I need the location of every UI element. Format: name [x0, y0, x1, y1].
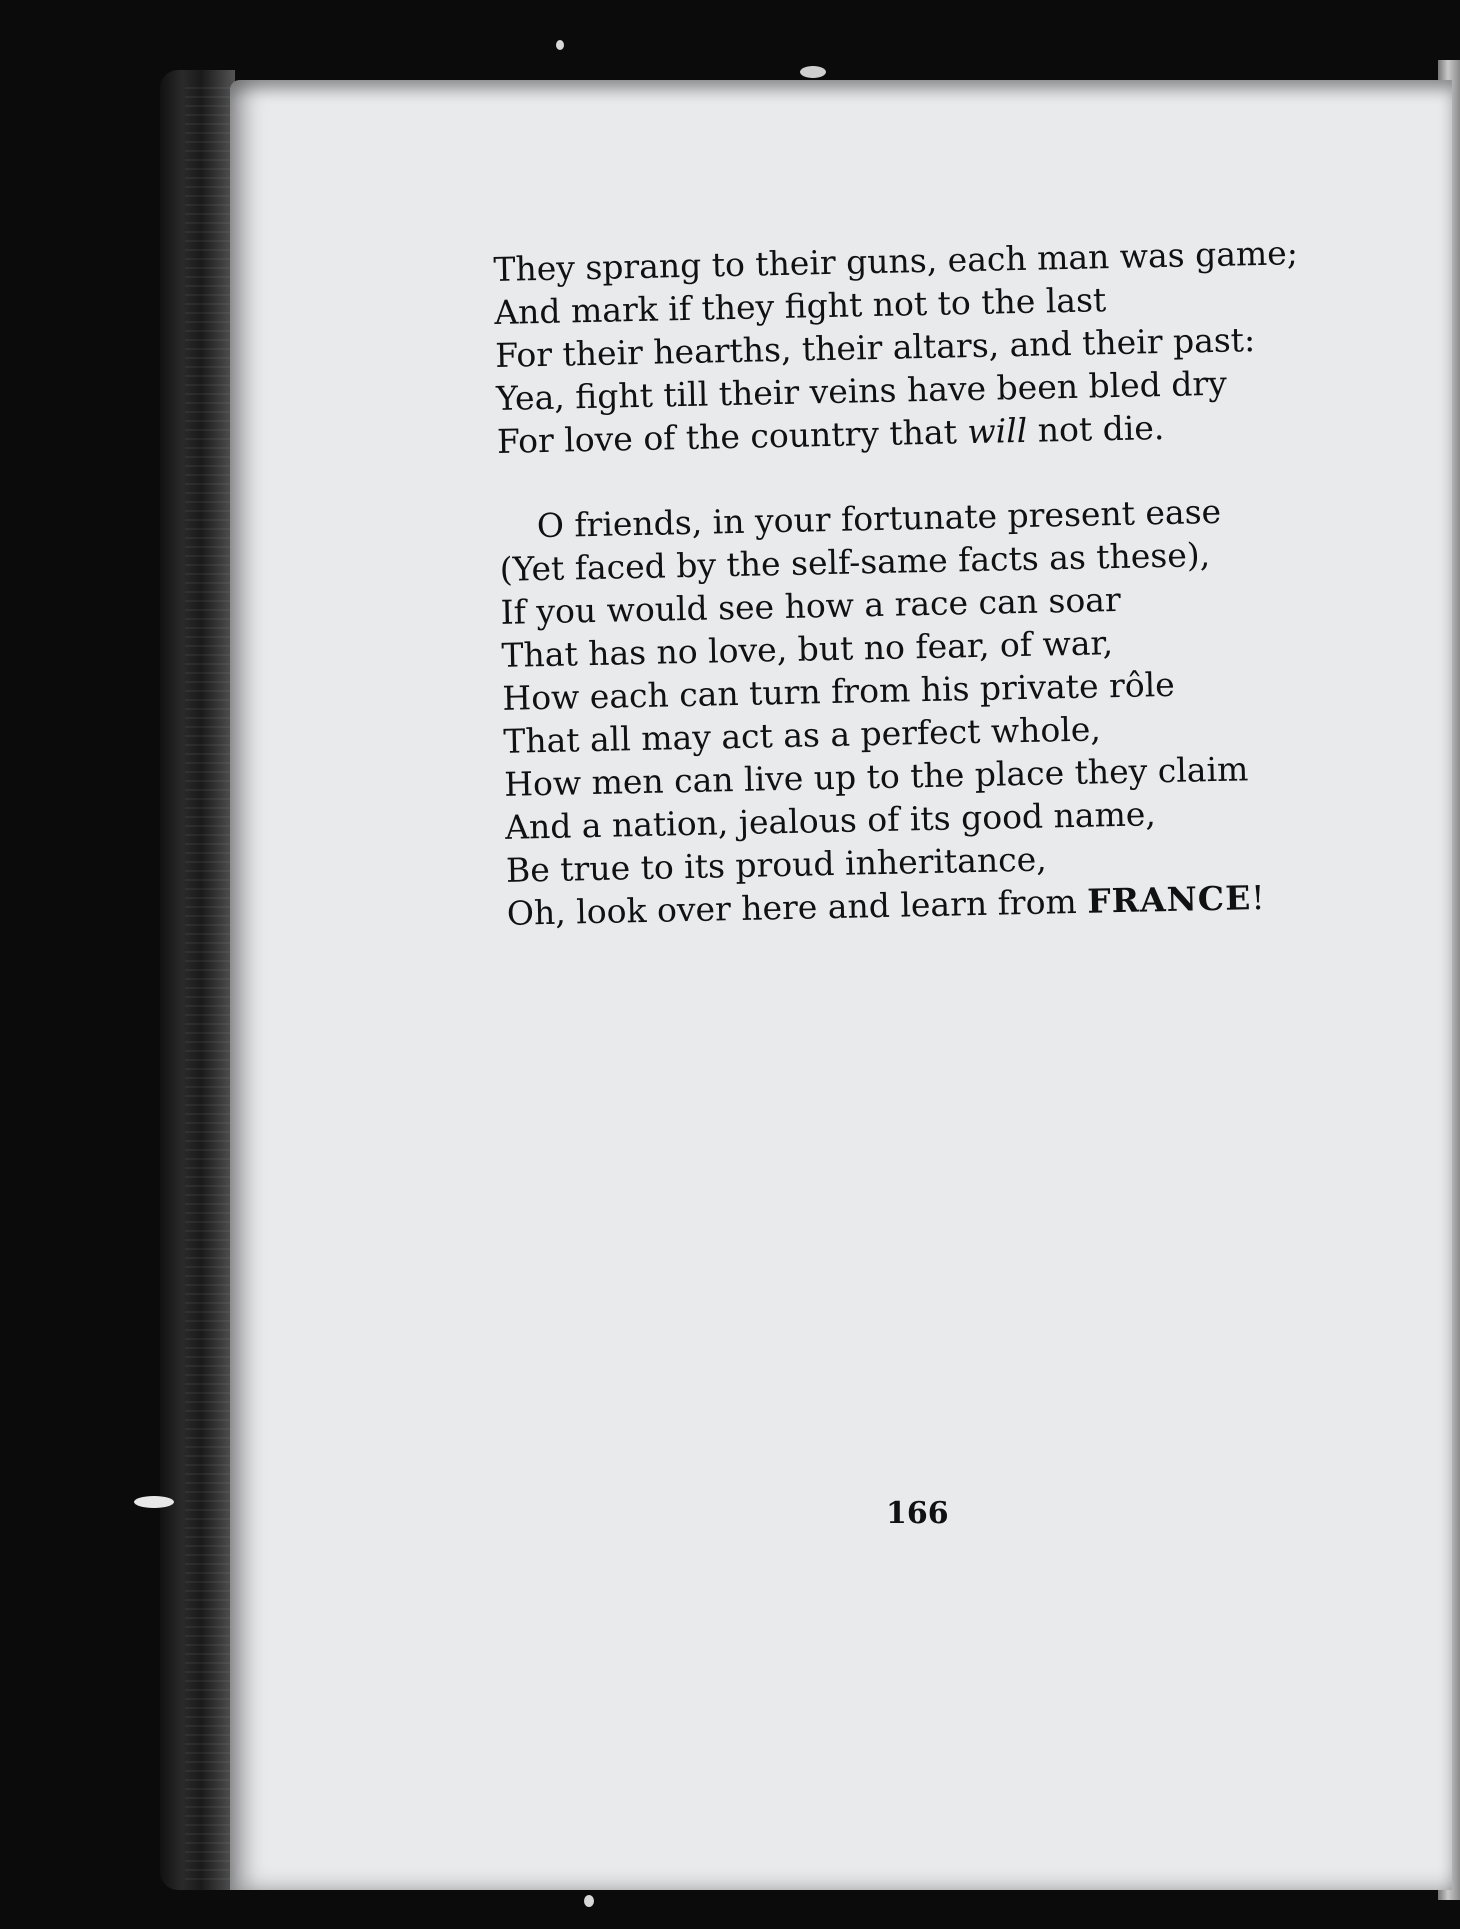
poem-caps-word: FRANCE [1086, 878, 1252, 921]
poem-line-part: ! [1250, 877, 1265, 918]
poem-line: And mark if they fight not to the last [493, 280, 1107, 332]
poem-line: That has no love, but no fear, of war, [501, 623, 1114, 675]
poem-line: How men can live up to the place they claim [503, 749, 1249, 804]
poem-line: O friends, in your fortunate present ease [536, 491, 1222, 546]
poem-line: That all may act as a perfect whole, [502, 709, 1102, 761]
poem-text [493, 230, 1368, 977]
poem-line: (Yet faced by the self-same facts as these), [499, 535, 1211, 589]
scan-speck [556, 40, 564, 50]
poem-line-part: Oh, look over here and learn from [506, 881, 1088, 933]
poem-emphasis: will [966, 410, 1028, 452]
scan-speck [800, 66, 826, 78]
poem-line: Be true to its proud inheritance, [505, 839, 1048, 890]
scan-speck [134, 1496, 174, 1508]
scan-speck [584, 1895, 594, 1907]
poem-line: For their hearths, their altars, and their past: [494, 320, 1256, 375]
poem-line: How each can turn from his private rôle [502, 664, 1176, 718]
poem-line-part: For love of the country that [496, 412, 968, 461]
page-number: 166 [886, 1496, 949, 1531]
poem-line: And a nation, jealous of its good name, [504, 794, 1157, 847]
stanza-1 [493, 230, 1357, 463]
spine-texture [185, 80, 230, 1880]
poem-line: Yea, fight till their veins have been bled dry [495, 363, 1228, 418]
poem-line: They sprang to their guns, each man was game; [493, 233, 1299, 289]
stanza-2 [498, 487, 1367, 935]
poem-line: If you would see how a race can soar [500, 579, 1122, 632]
poem-line-part: not die. [1026, 407, 1165, 450]
